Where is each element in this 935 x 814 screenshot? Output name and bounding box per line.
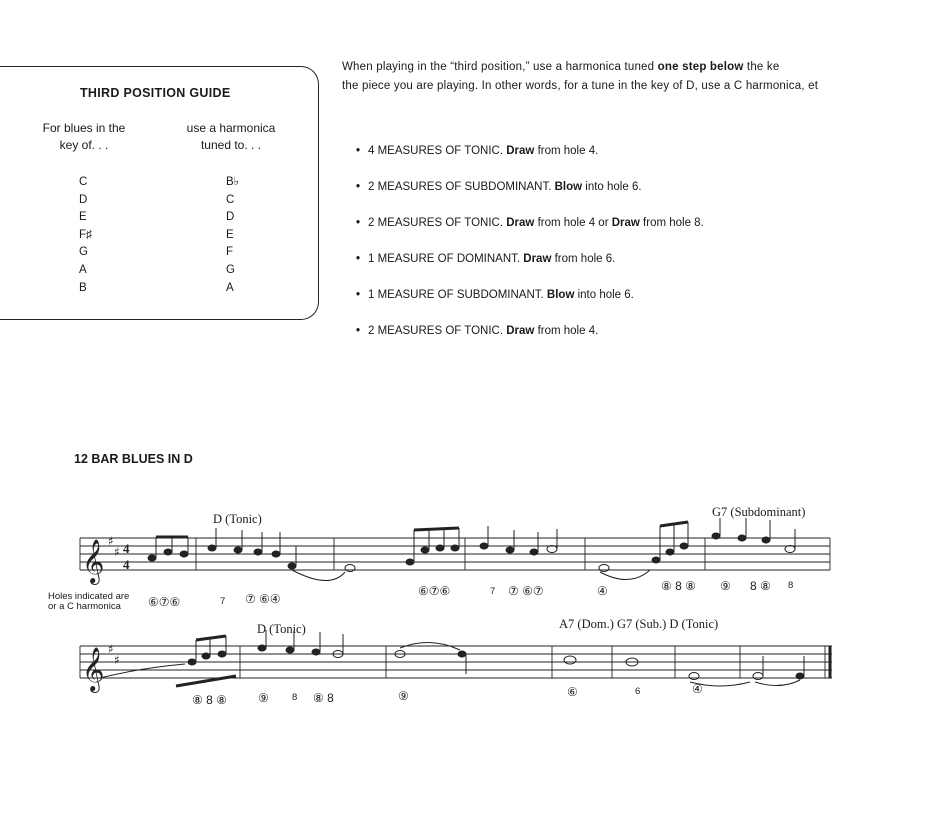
step-item: • 2 MEASURES OF TONIC. Draw from hole 4. — [356, 325, 599, 337]
holes-note: Holes indicated are or a C harmonica — [48, 591, 130, 612]
step-item: • 4 MEASURES OF TONIC. Draw from hole 4. — [356, 145, 599, 157]
tuning-item: G — [226, 263, 235, 276]
key-item: E — [79, 211, 87, 224]
hole-number: 7 — [220, 596, 226, 607]
hole-number: ⑨ — [398, 689, 409, 703]
staff-line-1 — [80, 538, 830, 570]
music-section-title: 12 BAR BLUES IN D — [74, 452, 193, 466]
tuning-item: D — [226, 211, 235, 224]
step-item: • 1 MEASURE OF SUBDOMINANT. Blow into hole 6. — [356, 289, 634, 301]
step-item: • 1 MEASURE OF DOMINANT. Draw from hole 6. — [356, 253, 616, 265]
hole-number: 8 ⑧ — [750, 579, 771, 593]
svg-text:♯: ♯ — [114, 545, 120, 559]
svg-text:♯: ♯ — [108, 534, 114, 548]
hole-number: ⑧ 8 ⑧ — [192, 693, 227, 707]
key-item: C — [79, 176, 88, 188]
intro-paragraph: When playing in the “third position,” use a harmonica tuned one step below the ke the piece you are playing. In other words, for a tune in the key of D, use a C harmonica, et — [342, 61, 819, 92]
key-item: G — [79, 246, 88, 259]
svg-text:♯: ♯ — [108, 642, 114, 656]
step-item: • 2 MEASURES OF SUBDOMINANT. Blow into hole 6. — [356, 181, 642, 193]
tuning-item: B♭ — [226, 176, 240, 188]
notes-line-1 — [148, 518, 795, 581]
hole-number: 6 — [635, 686, 641, 697]
tuning-item: F — [226, 246, 234, 259]
tuning-item: C — [226, 193, 235, 206]
hole-number: 8 — [788, 580, 794, 591]
hole-number: ⑧ 8 ⑧ — [661, 579, 696, 593]
svg-text:𝄞: 𝄞 — [82, 539, 105, 583]
chord-label: G7 (Subdominant) — [712, 505, 806, 519]
hole-number: 8 — [292, 692, 298, 703]
key-item: A — [79, 263, 87, 276]
tuning-item: E — [226, 228, 234, 241]
svg-text:𝄞: 𝄞 — [82, 647, 105, 691]
chord-label: D (Tonic) — [257, 622, 306, 636]
key-item: F♯ — [79, 228, 92, 241]
key-item: D — [79, 193, 88, 206]
guide-title: THIRD POSITION GUIDE — [80, 86, 231, 100]
hole-number: ④ — [692, 682, 703, 696]
chord-label: A7 (Dom.) G7 (Sub.) D (Tonic) — [559, 617, 719, 631]
svg-text:4: 4 — [123, 541, 130, 556]
hole-number: ⑨ — [720, 579, 731, 593]
chord-label: D (Tonic) — [213, 512, 262, 526]
hole-number: ⑧ 8 — [313, 691, 334, 705]
hole-number: ⑦ ⑥⑦ — [508, 584, 544, 598]
hole-number: ⑥⑦⑥ — [148, 595, 181, 609]
hole-number: ⑨ — [258, 691, 269, 705]
hole-number: ⑥ — [567, 685, 578, 699]
svg-text:♯: ♯ — [114, 653, 120, 667]
hole-number: ④ — [597, 584, 608, 598]
guide-col1-header: For blues in the key of. . . — [42, 121, 126, 152]
hole-number: ⑥⑦⑥ — [418, 584, 451, 598]
time-signature — [123, 541, 130, 572]
step-item: • 2 MEASURES OF TONIC. Draw from hole 4 or Draw from hole 8. — [356, 217, 704, 229]
key-item: B — [79, 281, 87, 294]
hole-number: 7 — [490, 586, 496, 597]
tuning-item: A — [226, 281, 234, 294]
hole-number: ⑦ ⑥④ — [245, 592, 281, 606]
svg-text:4: 4 — [123, 557, 130, 572]
guide-col2-header: use a harmonica tuned to. . . — [186, 121, 276, 152]
treble-clef-icon — [82, 539, 104, 693]
